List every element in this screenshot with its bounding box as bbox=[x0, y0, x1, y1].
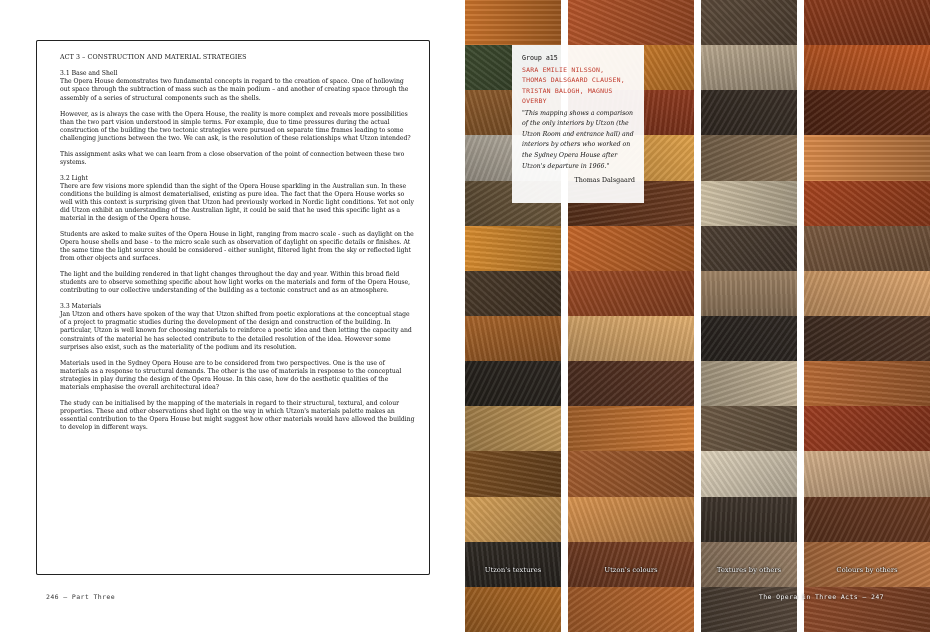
paragraph: The Opera House demonstrates two fundamental concepts in regard to the creation of space. One of hollowing out space through the subtraction of mass such as the main podium – and another of creating space through the assembly of a series of structural components such as the shells. bbox=[60, 78, 409, 102]
quote-author: Thomas Dalsgaard bbox=[574, 176, 635, 185]
texture-photo bbox=[465, 451, 561, 497]
texture-photo bbox=[804, 181, 930, 227]
texture-photo bbox=[568, 226, 694, 272]
paragraph: However, as is always the case with the Opera House, the reality is more complex and reveals more possibilities than the two part vision understood in simple terms. For example, due to time pressures during the actual construction of the building the two tectonic strategies were pursued on separate time frames leading to some challenging junctions between the two. We can ask, is the resolution of these relationships what Utzon intended? bbox=[60, 110, 411, 142]
texture-photo bbox=[568, 497, 694, 543]
texture-photo bbox=[465, 497, 561, 543]
strip-caption: Textures by others bbox=[716, 566, 782, 574]
texture-photo bbox=[465, 0, 561, 46]
strip-caption: Colours by others bbox=[836, 566, 898, 574]
paragraph: Students are asked to make suites of the Opera House in light, ranging from macro scale - such as daylight on the Opera house shells and base - to the micro scale such as observation of daylight on specific details or finishes. At the same time the light source should be considered - either sunlight, filtered light from the sky or reflected light from other objects and surfaces. bbox=[60, 231, 414, 263]
group-label: Group a15 bbox=[522, 54, 558, 62]
member-name: SARA EMILIE NILSSON, bbox=[522, 66, 605, 74]
texture-photo bbox=[701, 135, 797, 181]
texture-photo bbox=[804, 316, 930, 362]
texture-photo bbox=[804, 451, 930, 497]
texture-photo bbox=[701, 181, 797, 227]
member-name: TRISTAN BALOGH, MAGNUS bbox=[522, 86, 613, 95]
texture-photo bbox=[804, 406, 930, 452]
texture-photo bbox=[804, 90, 930, 136]
texture-photo bbox=[465, 316, 561, 362]
section-light bbox=[60, 175, 415, 296]
texture-photo bbox=[701, 542, 797, 588]
texture-photo bbox=[701, 316, 797, 362]
section-heading: 3.3 Materials bbox=[60, 303, 102, 311]
strip-caption: Utzon's textures bbox=[484, 566, 542, 574]
texture-photo bbox=[568, 542, 694, 588]
texture-photo bbox=[701, 497, 797, 543]
texture-photo bbox=[465, 587, 561, 632]
texture-photo bbox=[701, 451, 797, 497]
texture-photo bbox=[804, 497, 930, 543]
section-materials bbox=[60, 303, 415, 432]
strip-colours-by-others bbox=[804, 0, 930, 632]
texture-photo bbox=[804, 361, 930, 407]
paragraph: Materials used in the Sydney Opera House are to be considered from two perspectives. One is the use of materials as a response to structural demands. The other is the use of materials in response to the conceptual strategies in play during the design of the Opera House. In this case, how do the aesthetic qualities of the materials emphasise the overall architectural idea? bbox=[60, 359, 402, 391]
texture-photo bbox=[701, 271, 797, 317]
paragraph: The light and the building rendered in that light changes throughout the day and year. Within this broad field students are to observe something specific about how light works on the materials and form of the Opera House, contributing to our collective understanding of the building as a tectonic construct and as an atmosphere. bbox=[60, 271, 411, 295]
texture-photo bbox=[465, 406, 561, 452]
section-heading: 3.2 Light bbox=[60, 174, 88, 182]
paragraph: Jan Utzon and others have spoken of the way that Utzon shifted from poetic explorations at the conceptual stage of a project to pragmatic studies during the development of the design and construction of the building. In particular, Utzon is well known for choosing materials to reinforce a poetic idea and then letting the capacity and constraints of the material he has selected contribute to the detailed resolution of the idea. However some surprises also exist, such as the materiality of the podium and its resolution. bbox=[60, 311, 412, 351]
group-quote: "This mapping shows a comparison of the only interiors by Utzon (the Utzon Room and entrance hall) and interiors by others who worked on the Sydney Opera House after Utzon's departure in 1966." bbox=[522, 109, 634, 170]
texture-photo bbox=[701, 406, 797, 452]
member-name: OVERBY bbox=[522, 97, 547, 106]
texture-photo bbox=[568, 361, 694, 407]
texture-photo bbox=[804, 271, 930, 317]
page-number-left: 246 – Part Three bbox=[46, 593, 116, 601]
strip-caption: Utzon's colours bbox=[604, 566, 658, 574]
texture-photo bbox=[465, 361, 561, 407]
texture-photo bbox=[568, 587, 694, 632]
texture-photo bbox=[804, 45, 930, 91]
strip-textures-by-others bbox=[701, 0, 797, 632]
texture-photo bbox=[701, 0, 797, 46]
act-title: ACT 3 – CONSTRUCTION AND MATERIAL STRATEGIES bbox=[60, 54, 247, 61]
texture-photo bbox=[465, 542, 561, 588]
paragraph: This assignment asks what we can learn from a close observation of the point of connection between these two systems. bbox=[60, 150, 405, 166]
texture-photo bbox=[804, 0, 930, 46]
texture-photo bbox=[568, 271, 694, 317]
section-base-and-shell bbox=[60, 70, 415, 166]
texture-photo bbox=[804, 226, 930, 272]
texture-photo bbox=[465, 226, 561, 272]
texture-photo bbox=[465, 271, 561, 317]
member-name: THOMAS DALSGAARD CLAUSEN, bbox=[522, 76, 625, 85]
paragraph: The study can be initialised by the mapping of the materials in regard to their structural, textural, and colour properties. These and other observations shed light on the way in which Utzon's materials palette makes an essential contribution to the Opera House but might suggest how other materials would have allowed the building to develop in different ways. bbox=[60, 399, 415, 431]
page-number-right: The Opera in Three Acts – 247 bbox=[758, 593, 884, 601]
texture-photo bbox=[701, 45, 797, 91]
right-page bbox=[465, 0, 930, 632]
texture-photo bbox=[701, 226, 797, 272]
group-info-card bbox=[512, 45, 644, 203]
texture-photo bbox=[804, 542, 930, 588]
texture-photo bbox=[804, 135, 930, 181]
texture-photo bbox=[568, 451, 694, 497]
texture-photo bbox=[568, 406, 694, 452]
section-heading: 3.1 Base and Shell bbox=[60, 70, 118, 78]
texture-photo bbox=[701, 90, 797, 136]
text-frame bbox=[36, 40, 430, 575]
texture-photo bbox=[568, 0, 694, 46]
texture-photo bbox=[701, 361, 797, 407]
texture-photo bbox=[568, 316, 694, 362]
paragraph: There are few visions more splendid than the sight of the Opera House sparkling in the Australian sun. In these conditions the building is almost dematerialised, existing as pure idea. The fact that the Opera House works so well with this context is surprising given that Utzon had previously worked in Nordic light conditions. Yet not only did Utzon exhibit an understanding of the Australian light, it could be said that he used this specific light as a material in the design of the Opera house. bbox=[60, 182, 414, 223]
